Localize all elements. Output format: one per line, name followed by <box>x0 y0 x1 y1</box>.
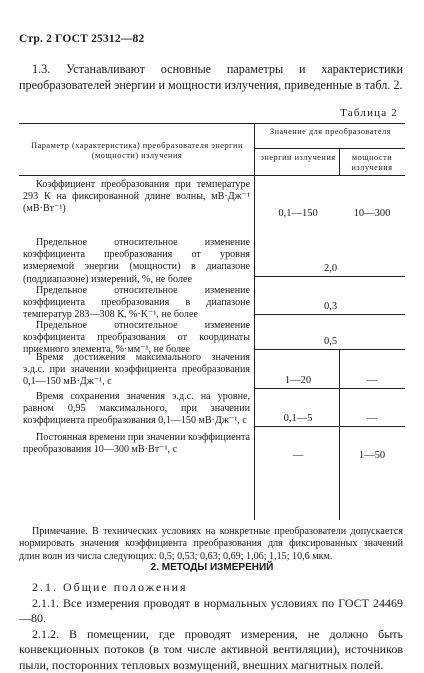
table-note: Примечание. В технических условиях на конкретные преобразователи допускается нормировать значения коэффициента преобразования для фиксированных значений длин волн из числа следующих: 0,5; 0,53; 0,63; 0,69; 1,06; 1,15; 10,6 мкм. <box>19 526 403 562</box>
clause-2-1-2: 2.1.2. В помещении, где проводят измерения, не должно быть конвекционных потоков (в том числе активной вентиляции), источников пыли, посторонних тепловых возмущений, внешних магнитных полей. <box>19 627 403 672</box>
table-cell-power: — <box>366 375 378 386</box>
column-header-values: Значение для преобразователя <box>269 127 392 136</box>
table-row-text: Предельное относительное изменение коэффициента преобразования от координаты приемного элемента, %·мм⁻¹, не более <box>23 320 250 356</box>
table-cell-rule <box>254 276 405 277</box>
table-cell-merged: 2,0 <box>323 263 338 274</box>
column-header-energy: энергии излучения <box>260 153 336 162</box>
table-cell-merged: 0,3 <box>323 301 338 312</box>
table-cell-energy: 0,1—150 <box>278 208 318 219</box>
intro-paragraph: 1.3. Устанавливают основные параметры и характеристики преобразователей энергии и мощности излучения, приведенные в табл. 2. <box>19 62 403 92</box>
table-divider-sub <box>339 349 340 520</box>
subsection-general: 2.1. Общие положения <box>32 580 188 594</box>
table-row-text: Предельное относительное изменение коэффициента преобразования в диапазоне температур 283—308 К, %·K⁻¹, не более <box>23 285 250 321</box>
table-top-rule <box>19 123 405 124</box>
table-divider-sub <box>339 148 340 175</box>
column-header-parameter: Параметр (характеристика) преобразователя энергии (мощности) излучения <box>31 141 243 160</box>
section-title: 2. МЕТОДЫ ИЗМЕРЕНИЙ <box>150 562 274 573</box>
table-subheader-rule <box>254 148 405 149</box>
table-header-rule <box>19 175 405 176</box>
table-cell-rule <box>254 426 405 427</box>
table-cell-power: 10—300 <box>353 208 391 219</box>
clause-2-1-1: 2.1.1. Все измерения проводят в нормальных условиях по ГОСТ 24469—80. <box>19 596 403 626</box>
table-row-text: Постоянная времени при значении коэффициента преобразования 10—300 мВ·Вт⁻¹, с <box>23 432 250 456</box>
column-header-power: мощности излучения <box>351 153 393 172</box>
table-cell-energy: — <box>292 450 304 461</box>
table-caption: Таблица 2 <box>340 107 398 119</box>
table-row-text: Время достижения максимального значения э.д.с. при значении коэффициента преобразования 0,1—150 мВ·Дж⁻¹, с <box>23 352 250 388</box>
table-cell-rule <box>254 388 405 389</box>
table-row-text: Время сохранения значения э.д.с. на уровне, равном 0,95 максимального, при значении коэффициента преобразования 0,1—150 мВ·Дж⁻¹, с <box>23 391 250 427</box>
table-cell-energy: 0,1—5 <box>283 413 313 424</box>
table-cell-rule <box>254 314 405 315</box>
table-divider-left <box>254 123 255 520</box>
table-cell-energy: 1—20 <box>284 375 312 386</box>
table-row-text: Предельное относительное изменение коэффициента преобразования от уровня измеряемой энергии (мощности) в диапазоне (поддиапазоне) измерений, %, не более <box>23 237 250 285</box>
page-header: Стр. 2 ГОСТ 25312—82 <box>19 33 145 45</box>
table-cell-rule <box>254 349 405 350</box>
table-cell-power: 1—50 <box>358 450 386 461</box>
table-cell-merged: 0,5 <box>323 336 338 347</box>
table-cell-power: — <box>366 413 378 424</box>
table-row-text: Коэффициент преобразования при температуре 293 К на фиксированной длине волны, мВ·Дж⁻¹ (мВ·Вт⁻¹) <box>23 179 250 215</box>
